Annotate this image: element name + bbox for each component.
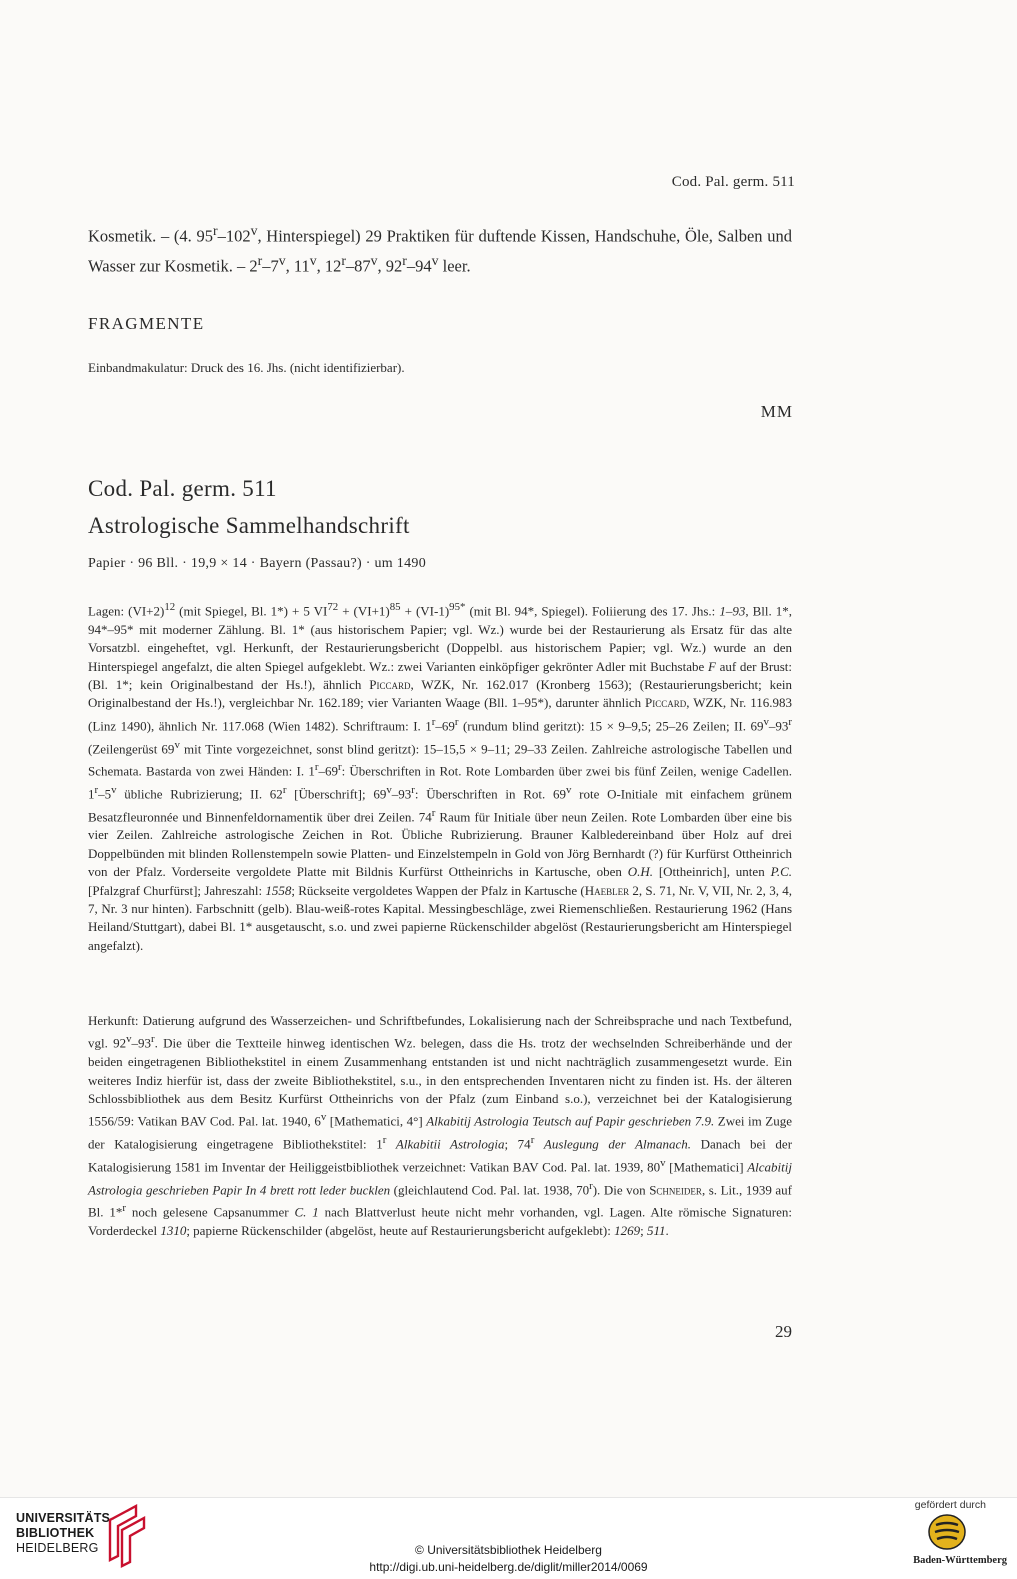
manuscript-summary: Papier · 96 Bll. · 19,9 × 14 · Bayern (Passau?) · um 1490 xyxy=(88,556,426,571)
baden-wuerttemberg-crest-icon[interactable] xyxy=(927,1513,967,1551)
copyright-notice: © Universitätsbibliothek Heidelberg xyxy=(415,1543,602,1557)
manuscript-title: Astrologische Sammelhandschrift xyxy=(88,513,410,538)
lagen-paragraph: Lagen: $(VI+2)^{12}$ (mit Spiegel, Bl. 1*) + 5 $VI^{72} + (VI+1)^{85} + (VI-1)^{95*}$ (mit Bl. 94*, Spiegel). Foliierung des 17. Jhs.: 1–93, Bll. 1*, 94*–95* mit moderner Zählung. Bl. 1* (aus historischem Papier; vgl. Wz.) wurde bei der Restaurierung als Ersatz für das alte Vorsatzbl. eingeheftet, vgl. Herkunft, der Restaurierungsbericht (Doppelbl. aus historischem Papier; vgl. Wz.) wurde an den Hinterspiegel angefalzt, die alten Spiegel aufgeklebt. Wz.: zwei Varianten einköpfiger gekrönter Adler mit Buchstabe F auf der Brust: (Bl. 1*; kein Originalbestand der Hs.!), ähnlich Piccard, WZK, Nr. 162.017 (Kronberg 1563); (Restaurierungsbericht; kein Originalbestand der Hs.!), vergleichbar Nr. 162.189; vier Varianten Waage (Bll. 1–95*), darunter ähnlich Piccard, WZK, Nr. 116.983 (Linz 1490), ähnlich Nr. 117.068 (Wien 1482). Schriftraum: I. 1$^r$–69$^r$ (rundum blind geritzt): 15 × 9–9,5; 25–26 Zeilen; II. 69$^v$–93$^r$ (Zeilengerüst 69$^v$ mit Tinte vorgezeichnet, sonst blind geritzt): 15–15,5 × 9–11; 29–33 Zeilen. Zahlreiche astrologische Tabellen und Schemata. Bastarda von zwei Händen: I. 1$^r$–69$^r$: Überschriften in Rot. Rote Lombarden über zwei bis fünf Zeilen, wenige Cadellen. 1$^r$–5$^v$ übliche Rubrizierung; II. 62$^r$ [Überschrift]; 69$^v$–93$^r$: Überschriften in Rot. 69$^v$ rote O-Initiale mit einfachem grünem Besatzfleuronnée und Binnenfeldornamentik über drei Zeilen. 74$^r$ Raum für Initiale über neun Zeilen. Rote Lombarden über eine bis vier Zeilen. Zahlreiche astrologische Zeichen in Rot. Übliche Rubrizierung. Brauner Kalbledereinband über Holz auf drei Doppelbünden mit blinden Rollenstempeln sowie Platten- und Einzelstempeln in Gold von Jörg Bernhardt (?) für Kurfürst Ottheinrich von der Pfalz. Vorderseite vergoldete Platte mit Bildnis Kurfürst Ottheinrichs in Kartusche, oben O.H. [Ottheinrich], unten P.C. [Pfalzgraf Churfürst]; Jahreszahl: 1558; Rückseite vergoldetes Wappen der Pfalz in Kartusche (Haebler 2, S. 71, Nr. V, VII, Nr. 2, 3, 4, 7, Nr. 3 nur hinten). Farbschnitt (gelb). Blau-weiß-rotes Kapital. Messingbeschläge, zwei Riemenschließen. Restaurierung 1962 (Hans Heiland/Stuttgart), dabei Bl. 1* ausgetauscht, s.o. und zwei papierne Rückenschilder abgelöst (Restaurierungsbericht am Hinterspiegel angefalzt). xyxy=(88,601,793,953)
logo-line-3: HEIDELBERG xyxy=(16,1541,99,1555)
fragmente-text: Einbandmakulatur: Druck des 16. Jhs. (nicht identifizierbar). xyxy=(88,360,405,375)
funder-name: Baden-Württemberg xyxy=(913,1555,1007,1566)
permalink-url[interactable]: http://digi.ub.uni-heidelberg.de/diglit/miller2014/0069 xyxy=(369,1560,648,1574)
intro-paragraph: Kosmetik. – (4. 95$^r$–102$^v$, Hinterspiegel) 29 Praktiken für duftende Kissen, Handschuhe, Öle, Salben und Wasser zur Kosmetik. – 2$^r$–7$^v$, 11$^v$, 12$^r$–87$^v$, 92$^r$–94$^v$ leer. xyxy=(88,223,792,275)
logo-line-1: UNIVERSITÄTS- xyxy=(16,1511,115,1525)
fragmente-heading: FRAGMENTE xyxy=(88,314,205,333)
funded-by-label: gefördert durch xyxy=(914,1499,986,1511)
herkunft-paragraph: Herkunft: Datierung aufgrund des Wasserzeichen- und Schriftbefundes, Lokalisierung nach der Schreibsprache und nach Textbefund, vgl. 92$^v$–93$^r$. Die über die Textteile hinweg identischen Wz. belegen, dass die Hs. trotz der wechselnden Schreiberhände und der beiden eingetragenen Bibliothekstitel in einem Zusammenhang entstanden ist und nicht nachträglich zusammengesetzt wurde. Ein weiteres Indiz hierfür ist, dass der zweite Bibliothekstitel, s.u., in den entsprechenden Inventaren nicht zu finden ist. Hs. der älteren Schlossbibliothek aus dem Besitz Kurfürst Ottheinrichs von der Pfalz (zum Einband s.o.), verzeichnet bei der Katalogisierung 1556/59: Vatikan BAV Cod. Pal. lat. 1940, 6$^v$ [Mathematici, 4°] Alkabitij Astrologia Teutsch auf Papir geschrieben 7.9. Zwei im Zuge der Katalogisierung eingetragene Bibliothekstitel: 1$^r$ Alkabitii Astrologia; 74$^r$ Auslegung der Almanach. Danach bei der Katalogisierung 1581 im Inventar der Heiliggeistbibliothek verzeichnet: Vatikan BAV Cod. Pal. lat. 1939, 80$^v$ [Mathematici] Alcabitij Astrologia geschrieben Papir In 4 brett rott leder bucklen (gleichlautend Cod. Pal. lat. 1938, 70$^r$). Die von Schneider, s. Lit., 1939 auf Bl. 1*$^r$ noch gelesene Capsanummer C. 1 nach Blattverlust heute nicht mehr vorhanden, vgl. Lagen. Alte römische Signaturen: Vorderdeckel 1310; papierne Rückenschilder (abgelöst, heute auf Restaurierungsbericht aufgeklebt): 1269; 511. xyxy=(88,1013,793,1239)
author-initials: MM xyxy=(760,402,793,421)
shelfmark-heading: Cod. Pal. germ. 511 xyxy=(88,476,277,501)
running-head: Cod. Pal. germ. 511 xyxy=(671,174,795,190)
logo-line-2: BIBLIOTHEK xyxy=(16,1526,95,1540)
page-number: 29 xyxy=(775,1322,792,1341)
